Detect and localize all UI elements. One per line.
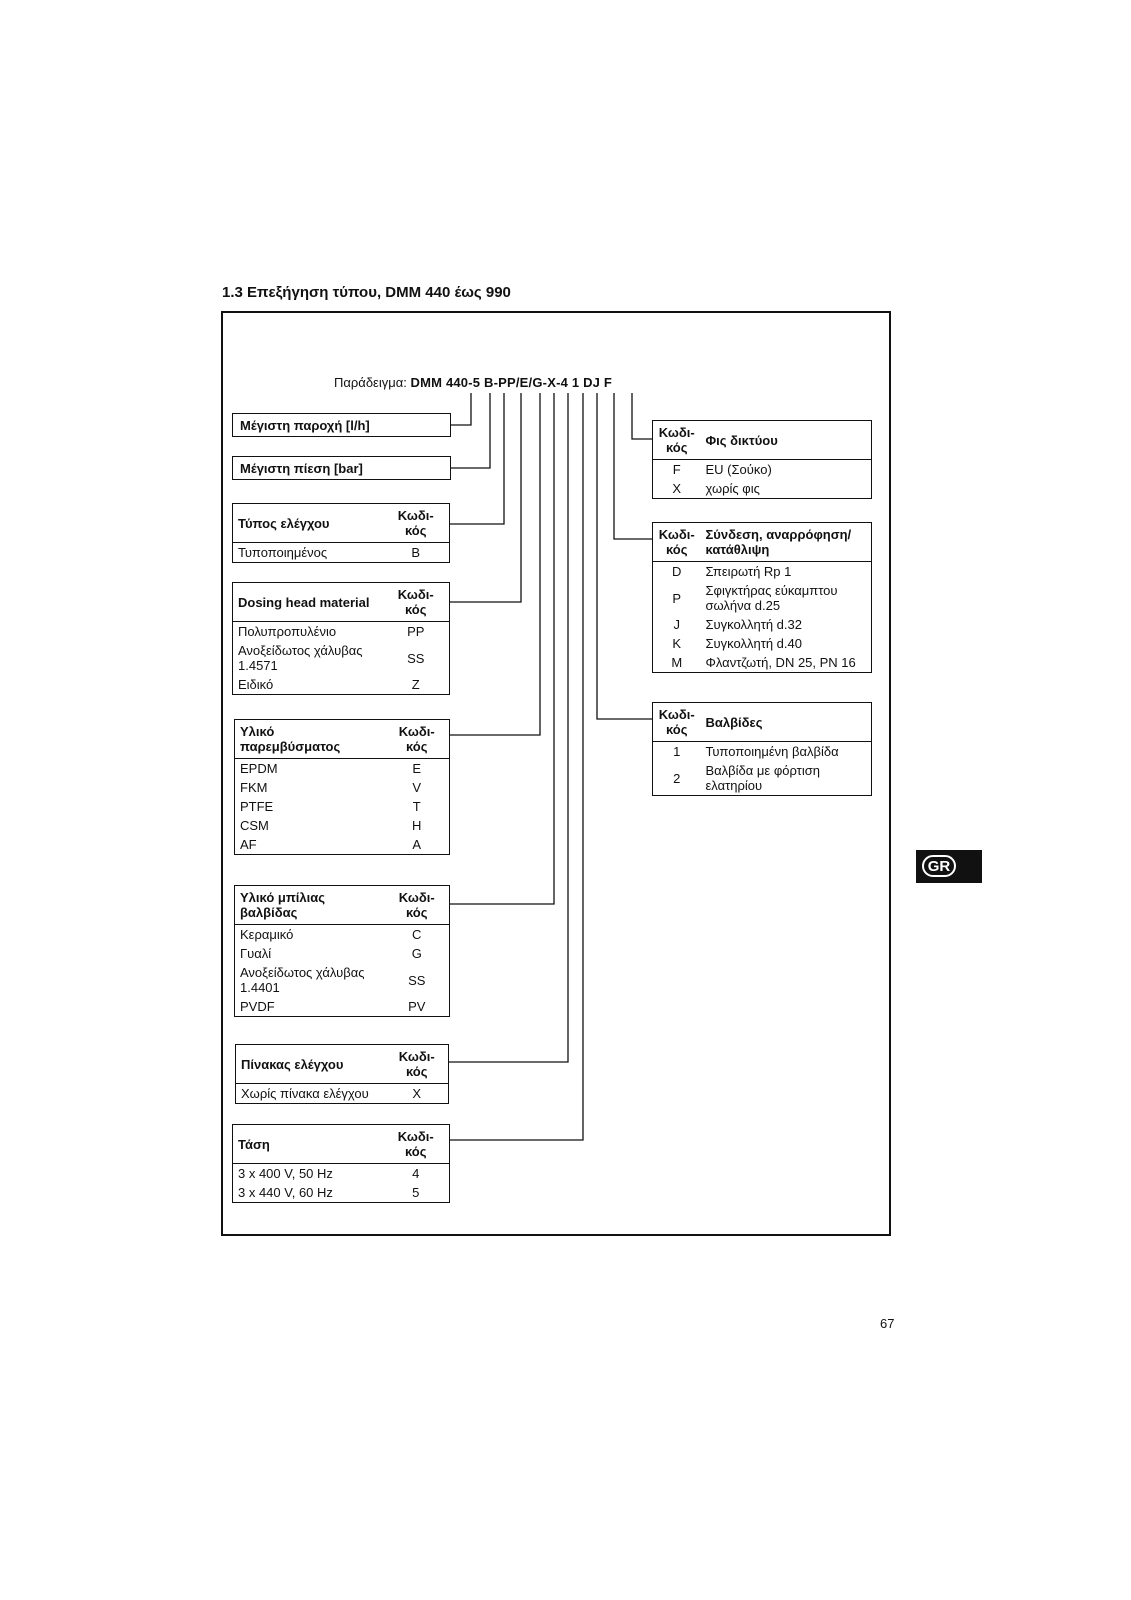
table-cell: Κεραμικό (240, 927, 294, 942)
section-heading: 1.3 Επεξήγηση τύπου, DMM 440 έως 990 (222, 284, 511, 301)
table-cell: AF (240, 837, 257, 852)
table-cell: E (412, 761, 422, 776)
table-cell: EPDM (240, 761, 278, 776)
table-cell: Βαλβίδα με φόρτιση ελατηρίου (705, 763, 820, 793)
table-cell: F (672, 462, 681, 477)
table-cell: Χωρίς πίνακα ελέγχου (241, 1086, 369, 1101)
connection-code-header: Κωδι- κός (658, 527, 695, 557)
table-cell: Z (411, 677, 420, 692)
connector-valves (597, 393, 652, 719)
table-cell: 5 (412, 1185, 420, 1200)
table-cell: PVDF (240, 999, 275, 1014)
table-cell: Συγκολλητή d.40 (705, 636, 802, 651)
table-cell: 3 x 440 V, 60 Hz (238, 1185, 333, 1200)
table-cell: J (673, 617, 680, 632)
connector-max-flow (451, 393, 471, 425)
table-cell: Ανοξείδωτος χάλυβας 1.4401 (240, 965, 365, 995)
table-cell: FKM (240, 780, 268, 795)
table-cell: PP (407, 624, 425, 639)
table-cell: Συγκολλητή d.32 (705, 617, 802, 632)
table-cell: T (412, 799, 421, 814)
table-cell: PTFE (240, 799, 274, 814)
table-cell: P (672, 590, 682, 606)
table-cell: M (671, 655, 683, 670)
table-cell: Τυποποιημένη βαλβίδα (705, 744, 839, 759)
table-cell: Φλαντζωτή, DN 25, PN 16 (705, 655, 856, 670)
valves-title: Βαλβίδες (705, 714, 763, 730)
mains-plug-code-header: Κωδι- κός (658, 425, 695, 455)
table-cell: Σφιγκτήρας εύκαμπτου σωλήνα d.25 (705, 583, 838, 613)
voltage-code-header: Κωδι- κός (397, 1129, 434, 1159)
example-code: DMM 440-5 B-PP/E/G-X-4 1 DJ F (410, 375, 613, 390)
country-badge: GR (922, 855, 956, 877)
table-cell: X (412, 1086, 422, 1101)
table-cell: 2 (673, 770, 681, 786)
table-cell: EU (Σούκο) (705, 462, 772, 477)
table-cell: D (672, 564, 682, 579)
table-cell: Πολυπροπυλένιο (238, 624, 337, 639)
table-cell: B (411, 545, 421, 560)
table-cell: Γυαλί (240, 946, 272, 961)
connector-connection (614, 393, 652, 539)
connector-mains-plug (632, 393, 652, 439)
table-cell: Σπειρωτή Rp 1 (705, 564, 792, 579)
example-label: Παράδειγμα: (334, 375, 407, 390)
gasket-code-header: Κωδι- κός (398, 724, 435, 754)
page-number: 67 (880, 1316, 895, 1331)
table-cell: 4 (412, 1166, 420, 1181)
dosing-head-title: Dosing head material (238, 594, 370, 610)
connector-gasket (450, 393, 540, 735)
table-cell: SS (407, 650, 425, 666)
voltage-title: Τάση (238, 1136, 270, 1152)
connection-title: Σύνδεση, αναρρόφηση/ κατάθλιψη (705, 527, 852, 557)
connector-valve-ball (450, 393, 554, 904)
dosing-head-code-header: Κωδι- κός (397, 587, 434, 617)
connector-voltage (450, 393, 583, 1140)
table-cell: Ανοξείδωτος χάλυβας 1.4571 (238, 643, 363, 673)
table-cell: K (672, 636, 682, 651)
connector-control-type (450, 393, 504, 524)
table-cell: χωρίς φις (705, 481, 760, 496)
mains-plug-title: Φις δικτύου (705, 432, 778, 448)
table-cell: G (411, 946, 422, 961)
table-cell: Ειδικό (238, 677, 274, 692)
table-cell: 1 (673, 744, 681, 759)
gasket-title: Υλικό παρεμβύσματος (240, 724, 341, 754)
table-cell: V (412, 780, 422, 795)
table-cell: A (412, 837, 422, 852)
table-cell: SS (408, 972, 426, 988)
table-cell: 3 x 400 V, 50 Hz (238, 1166, 333, 1181)
control-panel-title: Πίνακας ελέγχου (241, 1056, 344, 1072)
table-cell: PV (408, 999, 426, 1014)
connector-control-panel (449, 393, 568, 1062)
valve-ball-code-header: Κωδι- κός (398, 890, 435, 920)
table-cell: Τυποποιημένος (238, 545, 328, 560)
table-cell: H (412, 818, 422, 833)
control-panel-code-header: Κωδι- κός (398, 1049, 435, 1079)
table-cell: X (672, 481, 682, 496)
control-type-code-header: Κωδι- κός (397, 508, 434, 538)
table-cell: CSM (240, 818, 269, 833)
max-pressure-title: Μέγιστη πίεση [bar] (240, 460, 363, 476)
max-flow-title: Μέγιστη παροχή [l/h] (240, 417, 370, 433)
control-type-title: Τύπος ελέγχου (238, 515, 330, 531)
valve-ball-title: Υλικό μπίλιας βαλβίδας (240, 890, 325, 920)
valves-code-header: Κωδι- κός (658, 707, 695, 737)
table-cell: C (412, 927, 422, 942)
